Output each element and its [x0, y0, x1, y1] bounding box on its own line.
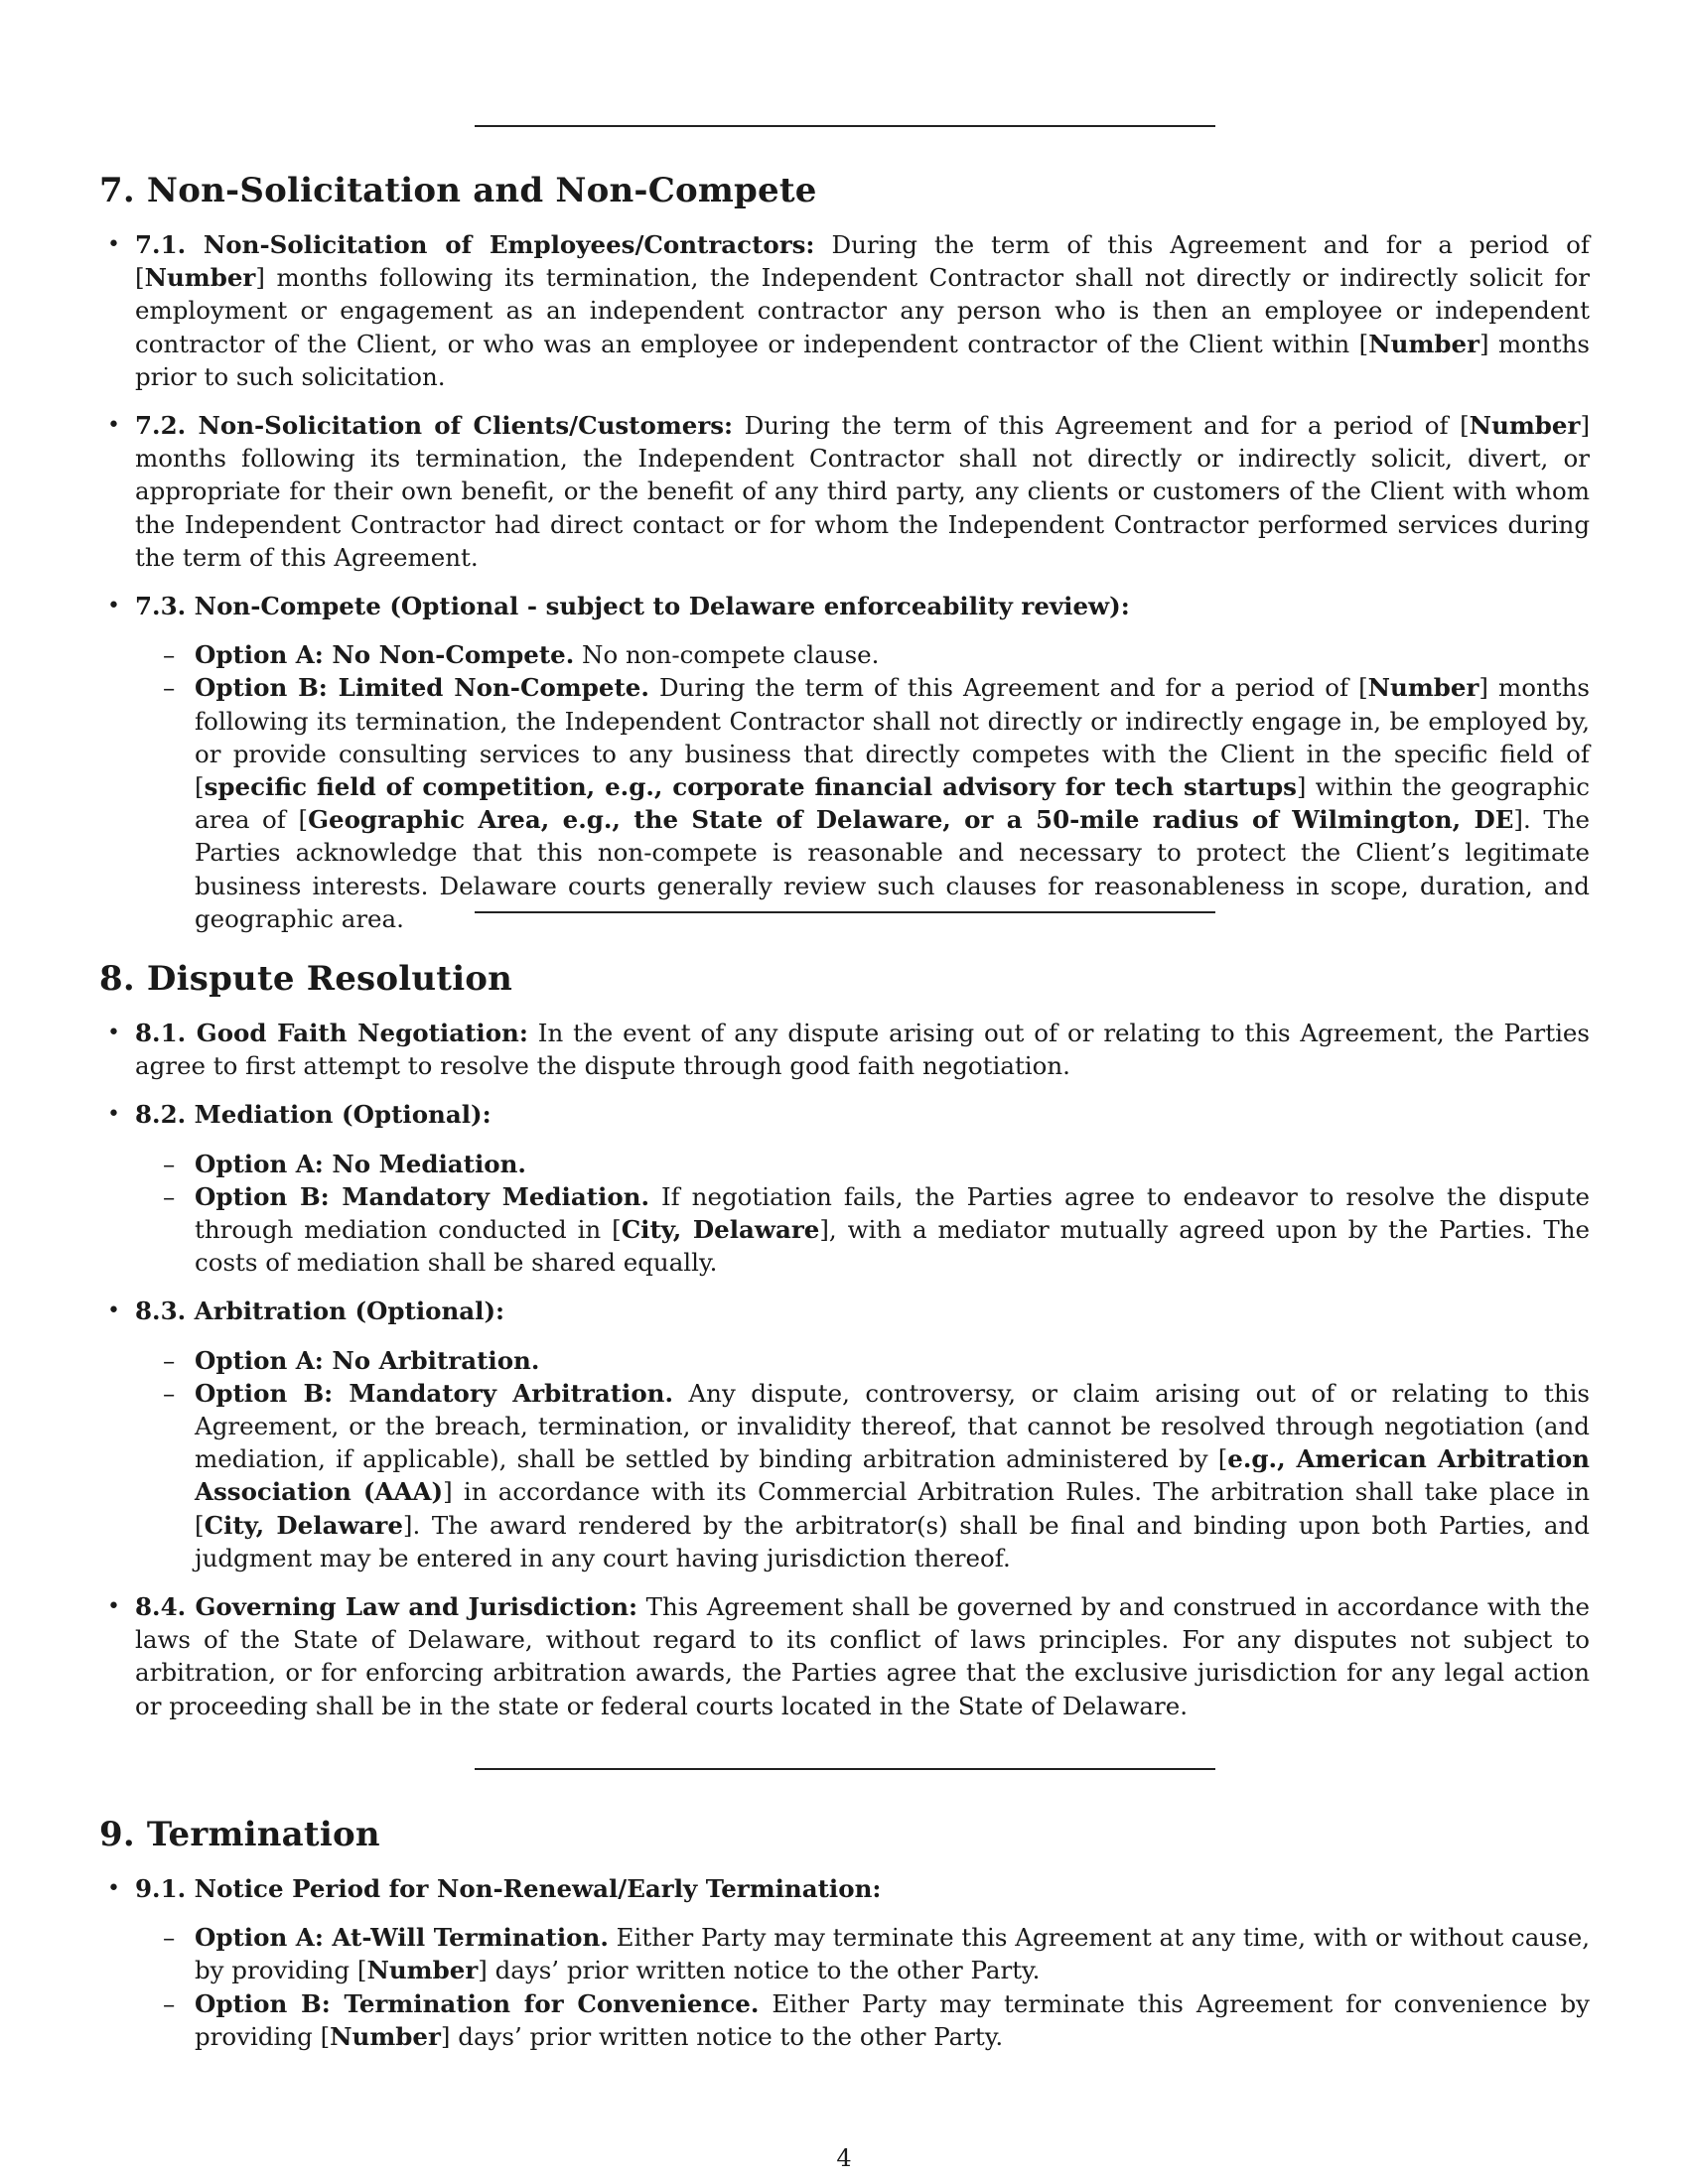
bold-text-run: 8.4. Governing Law and Jurisdiction: — [135, 1592, 638, 1622]
text-run: ]. The Parties acknowledge that this non-compete is reasonable and necessary to protect the Client’s legitimate business interests. Delaware courts generally review such clauses for reasonableness in scope, duration, and geographic area. — [195, 805, 1590, 933]
text-run: In the event of any dispute arising out of or relating to this Agreement, the Parties agree to first attempt to resolve the dispute through good faith negotiation. — [135, 1019, 1590, 1081]
text-run: During the term of this Agreement and for a period of [ — [733, 411, 1470, 441]
clause-item — [135, 409, 1590, 574]
text-run: ] months following its termination, the Independent Contractor shall not directly or indirectly solicit, divert, or appropriate for their own benefit, or the benefit of any third party, any clients or customers of the Client with whom the Independent Contractor had direct contact or for whom the Independent Contractor performed services during the term of this Agreement. — [135, 411, 1590, 572]
bold-text-run: Number — [330, 2021, 441, 2051]
bold-text-run: Number — [366, 1956, 479, 1985]
bold-text-run: Geographic Area, e.g., the State of Delaware, or a 50-mile radius of Wilmington, DE — [308, 805, 1514, 835]
text-run: ]. The award rendered by the arbitrator(s) shall be final and binding upon both Parties, and judgment may be entered in any court having jurisdiction thereof. — [195, 1510, 1590, 1572]
text-run: Any dispute, controversy, or claim arising out of or relating to this Agreement, or the breach, termination, or invalidity thereof, that cannot be resolved through negotiation (and mediation, if applicable), shall be settled by binding arbitration administered by [ — [195, 1378, 1591, 1474]
text-run: ] months following its termination, the Independent Contractor shall not directly or indirectly solicit for employment or engagement as an independent contractor any person who is then an employee or independent contractor of the Client, or who was an employee or independent contractor of the Client within [ — [135, 263, 1590, 358]
option-list — [135, 1921, 1590, 2053]
bold-text-run: Number — [144, 263, 256, 293]
bold-text-run: 7.1. Non-Solicitation of Employees/Contractors: — [135, 230, 815, 259]
text-run: No non-compete clause. — [574, 640, 880, 670]
bold-text-run: 7.3. Non-Compete (Optional - subject to Delaware enforceability review): — [135, 592, 1130, 621]
section-heading-7: 7. Non-Solicitation and Non-Compete — [99, 171, 817, 210]
text-run: ] within the geographic area of [ — [195, 772, 1590, 835]
option-item — [195, 1180, 1590, 1280]
option-list — [135, 638, 1590, 935]
bold-text-run: 8.3. Arbitration (Optional): — [135, 1297, 505, 1326]
section-9-list — [135, 1872, 1590, 2069]
clause-item — [135, 1098, 1590, 1279]
clause-item — [135, 1590, 1590, 1722]
text-run: ], with a mediator mutually agreed upon by the Parties. The costs of mediation shall be shared equally. — [195, 1215, 1590, 1278]
page-number: 4 — [836, 2144, 852, 2172]
bold-text-run: e.g., American Arbitration Association (AAA) — [195, 1444, 1590, 1507]
section-divider-top — [475, 125, 1215, 127]
bold-text-run: Number — [1367, 673, 1479, 703]
option-item — [195, 671, 1590, 935]
clause-item — [135, 590, 1590, 935]
text-run: During the term of this Agreement and for a period of [ — [648, 673, 1368, 703]
bold-text-run: 7.2. Non-Solicitation of Clients/Customers: — [135, 411, 734, 441]
text-run: This Agreement shall be governed by and construed in accordance with the laws of the State of Delaware, without regard to its conflict of laws principles. For any disputes not subject to arbitration, or for enforcing arbitration awards, the Parties agree that the exclusive jurisdiction for any legal action or proceeding shall be in the state or federal courts located in the State of Delaware. — [135, 1592, 1591, 1720]
bold-text-run: specific field of competition, e.g., corporate financial advisory for tech startups — [204, 772, 1297, 802]
clause-item — [135, 1295, 1590, 1574]
bold-text-run: City, Delaware — [621, 1215, 820, 1245]
bold-text-run: Option A: No Mediation. — [195, 1149, 526, 1178]
option-item — [195, 1921, 1590, 1986]
bold-text-run: 8.2. Mediation (Optional): — [135, 1100, 492, 1130]
bold-text-run: Option A: No Non-Compete. — [195, 640, 575, 670]
option-list — [135, 1148, 1590, 1280]
bold-text-run: Number — [1368, 329, 1479, 358]
text-run: ] days’ prior written notice to the other Party. — [478, 1956, 1041, 1985]
clause-item — [135, 1017, 1590, 1082]
text-run: Either Party may terminate this Agreement at any time, with or without cause, by providing [ — [195, 1923, 1590, 1985]
bold-text-run: Option B: Termination for Convenience. — [195, 1988, 760, 2018]
clause-item — [135, 1872, 1590, 2053]
text-run: ] months following its termination, the Independent Contractor shall not directly or indirectly engage in, be employed by, or provide consulting services to any business that directly competes with the Client in the specific field of [ — [195, 673, 1590, 802]
bold-text-run: Option A: No Arbitration. — [195, 1345, 540, 1375]
text-run: ] months prior to such solicitation. — [135, 329, 1590, 391]
option-item — [195, 1377, 1590, 1574]
bold-text-run: Option B: Limited Non-Compete. — [195, 673, 649, 703]
bold-text-run: Number — [1469, 411, 1581, 441]
text-run: Either Party may terminate this Agreement for convenience by providing [ — [195, 1988, 1590, 2051]
section-divider-8-9 — [475, 1768, 1215, 1770]
bold-text-run: Option B: Mandatory Mediation. — [195, 1181, 650, 1211]
option-item — [195, 638, 1590, 671]
option-list — [135, 1344, 1590, 1574]
text-run: ] in accordance with its Commercial Arbitration Rules. The arbitration shall take place in [ — [195, 1477, 1591, 1540]
option-item — [195, 1148, 1590, 1180]
option-item — [195, 1987, 1590, 2053]
bold-text-run: 8.1. Good Faith Negotiation: — [135, 1019, 528, 1047]
text-run: During the term of this Agreement and for a period of [ — [135, 230, 1590, 293]
section-8-list — [135, 1017, 1590, 1738]
bold-text-run: Option B: Mandatory Arbitration. — [195, 1378, 674, 1408]
text-run: ] days’ prior written notice to the other Party. — [440, 2021, 1004, 2051]
text-run: If negotiation fails, the Parties agree to endeavor to resolve the dispute through mediation conducted in [ — [195, 1181, 1590, 1245]
section-7-list — [135, 228, 1590, 951]
bold-text-run: Option A: At-Will Termination. — [195, 1923, 609, 1953]
option-item — [195, 1344, 1590, 1377]
bold-text-run: City, Delaware — [204, 1510, 403, 1540]
section-heading-8: 8. Dispute Resolution — [99, 959, 513, 999]
clause-item — [135, 228, 1590, 393]
bold-text-run: 9.1. Notice Period for Non-Renewal/Early Termination: — [135, 1874, 882, 1903]
section-heading-9: 9. Termination — [99, 1815, 380, 1854]
